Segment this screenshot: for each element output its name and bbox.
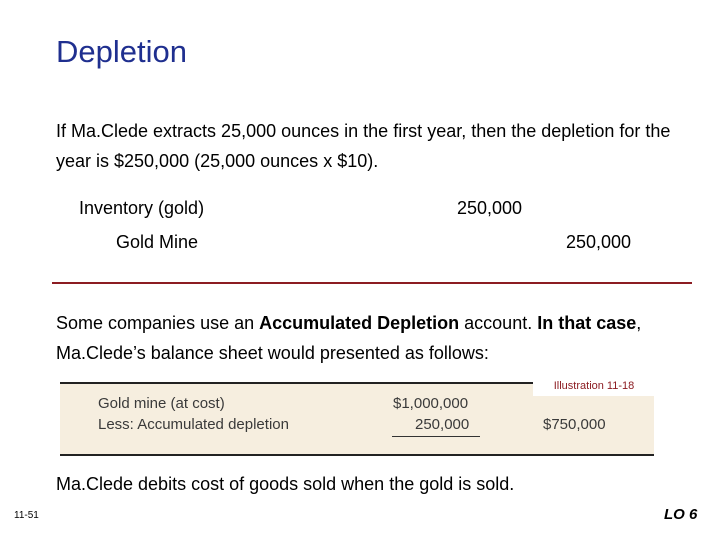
section-divider xyxy=(52,282,692,284)
accumulated-depletion-paragraph xyxy=(56,308,676,368)
para2-text-3: , Ma.Clede’s balance sheet would presented as follows: xyxy=(56,313,642,363)
journal-debit-account: Inventory (gold) xyxy=(79,198,205,218)
table-row-amount: $1,000,000 xyxy=(393,395,469,412)
journal-credit-account: Gold Mine xyxy=(116,232,199,252)
para2-text-1: Some companies use an xyxy=(56,313,260,333)
table-row-net-amount: $750,000 xyxy=(543,416,606,433)
journal-debit-amount: 250,000 xyxy=(457,198,523,218)
journal-credit-amount: 250,000 xyxy=(566,232,632,252)
closing-paragraph: Ma.Clede debits cost of goods sold when the gold is sold. xyxy=(56,474,515,494)
para2-bold-1: Accumulated Depletion xyxy=(259,313,460,333)
table-row-label: Less: Accumulated depletion xyxy=(98,416,289,433)
illustration-label: Illustration 11-18 xyxy=(533,376,655,396)
intro-paragraph: If Ma.Clede extracts 25,000 ounces in the first year, then the depletion for the year is $250,000 (25,000 ounces x $10). xyxy=(56,121,671,171)
slide-title: Depletion xyxy=(56,34,187,69)
para2-text-2: account. xyxy=(459,313,538,333)
learning-objective: LO 6 xyxy=(664,506,698,523)
slide-number: 11-51 xyxy=(14,510,39,521)
table-row-label: Gold mine (at cost) xyxy=(98,395,225,412)
para2-bold-2: In that case xyxy=(537,313,637,333)
table-row-amount: 250,000 xyxy=(415,416,470,433)
amount-underline xyxy=(392,436,480,437)
